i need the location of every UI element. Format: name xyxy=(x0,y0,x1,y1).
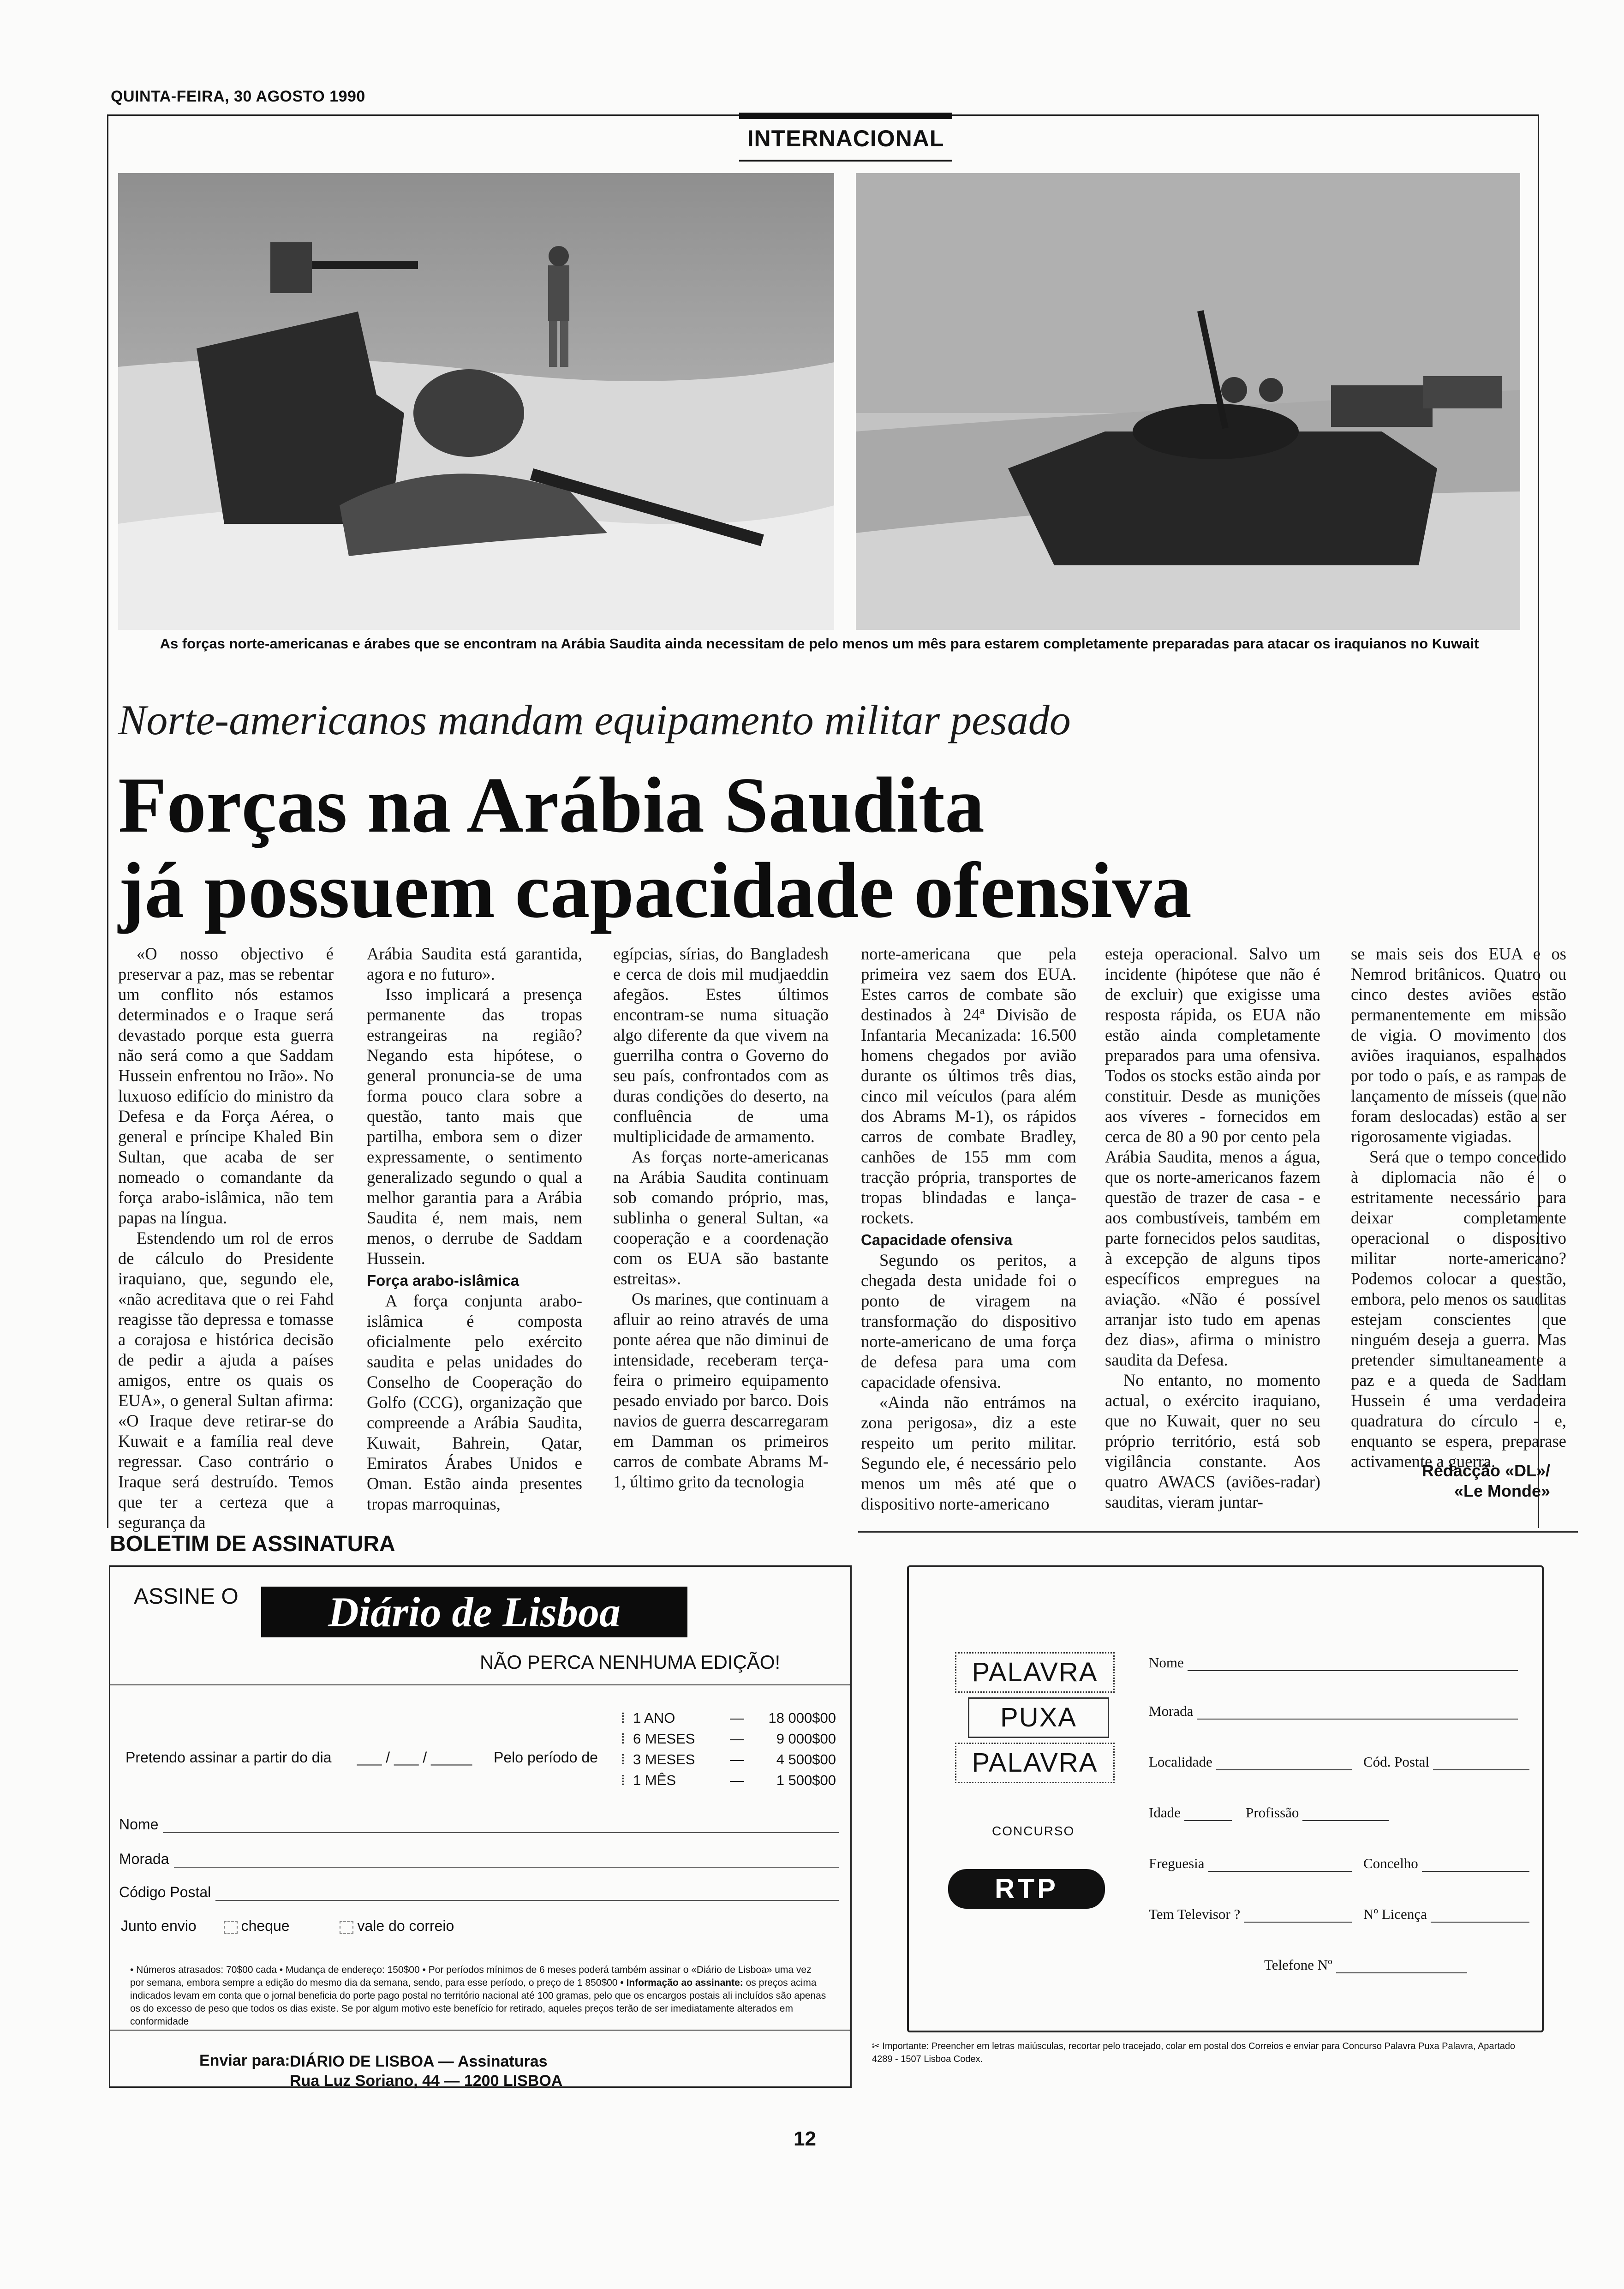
note-prices: • Números atrasados: 70$00 cada • Mudança de endereço: 150$00 • Por períodos mínimos de 6 meses poderá também assinar o «Diário de Lisboa» uma vez por semana, embora sempre a edição do mesmo dia da semana, sendo, para esse período, o preço de 1 850$00 xyxy=(130,1965,812,1988)
paragraph: Os marines, que continuam a afluir ao reino através de uma ponte aérea que não diminui de intensidade, receberam terça-feira o primeiro equipamento pesado enviado por barco. Dois navios de guerra descarregaram em Damman os primeiros carros de combate Abrams M-1, último grito da tecnologia xyxy=(613,1289,829,1491)
cheque-checkbox[interactable] xyxy=(224,1921,238,1934)
codigo-postal-field[interactable] xyxy=(119,1884,839,1901)
paragraph: A força conjunta arabo-islâmica é composta oficialmente pelo exército saudita e pelas unidades do Conselho de Cooperação do Golfo (CCG), organização que compreende a Arábia Saudita, Kuwait, Bahrein, Qatar, Emiratos Árabes Unidos e Oman. Estão ainda presentes tropas marroquinas, xyxy=(367,1291,582,1513)
scissors-icon: ✂ xyxy=(872,2041,883,2051)
period-label: Pelo período de xyxy=(494,1749,598,1766)
period-option[interactable]: ⁞ 3 MESES — 4 500$00 xyxy=(621,1751,836,1768)
article-headline-line1: Forças na Arábia Saudita xyxy=(118,761,985,849)
article-column-4 xyxy=(861,944,1076,1514)
paragraph: Arábia Saudita está garantida, agora e no futuro». xyxy=(367,944,582,983)
cheque-option[interactable]: cheque xyxy=(224,1917,313,1934)
rtp-logo: RTP xyxy=(948,1869,1105,1909)
address-line1: DIÁRIO DE LISBOA — Assinaturas xyxy=(290,2053,548,2070)
contest-freguesia-field[interactable]: Freguesia xyxy=(1149,1855,1361,1872)
byline xyxy=(1329,1461,1550,1501)
period-option[interactable]: ⁞ 1 ANO — 18 000$00 xyxy=(621,1710,836,1726)
paragraph: egípcias, sírias, do Bangladesh e cerca de dois mil mudjaeddin afegãos. Estes últimos encontram-se numa situação algo diferente da que vivem na guerrilha contra o Governo do seu país, confrontados com as duras condições do deserto, na confluência de uma multiplicidade de armamento. xyxy=(613,944,829,1146)
article-column-5 xyxy=(1105,944,1320,1512)
article-headline-line2: já possuem capacidade ofensiva xyxy=(118,847,1192,935)
morada-field[interactable] xyxy=(119,1851,839,1868)
assine-label: ASSINE O xyxy=(134,1584,239,1609)
photo-caption: As forças norte-americanas e árabes que se encontram na Arábia Saudita ainda necessitam de pelo menos um mês para estarem completamente preparadas para atacar os iraquianos no Kuwait xyxy=(160,635,1479,652)
morada-input-line[interactable] xyxy=(174,1855,839,1868)
paragraph: Segundo os peritos, a chegada desta unidade foi o ponto de viragem na transformação do dispositivo norte-americano de uma força de defesa para uma com capacidade ofensiva. xyxy=(861,1251,1076,1391)
paragraph: As forças norte-americanas na Arábia Saudita continuam sob comando próprio, mas, sublinha o general Sultan, «a cooperação e a coordenação com os EUA são bastante estreitas». xyxy=(613,1147,829,1288)
logo-text: Diário de Lisboa xyxy=(328,1588,621,1636)
ppp-word-1: PALAVRA xyxy=(955,1652,1115,1693)
byline-line1: Redacção «DL»/ xyxy=(1421,1461,1550,1480)
nome-field[interactable] xyxy=(119,1816,839,1833)
paragraph: se mais seis dos EUA e os Nemrod britânicos. Quatro ou cinco destes aviões estão permanentemente em missão de vigia. O movimento dos aviões iraquianos, espalhados por todo o país, e as rampas de lançamento de mísseis (que não foram deslocadas) estão a ser rigorosamente vigiadas. xyxy=(1351,944,1566,1146)
divider xyxy=(109,1684,850,1685)
palavra-puxa-palavra-logo xyxy=(955,1652,1130,1788)
contest-codpostal-field[interactable]: Cód. Postal xyxy=(1363,1754,1539,1770)
contest-nome-field[interactable]: Nome xyxy=(1149,1654,1527,1671)
divider xyxy=(109,2030,850,2031)
contest-concelho-field[interactable]: Concelho xyxy=(1363,1855,1539,1872)
send-to-label: Enviar para: xyxy=(199,2052,290,2069)
period-option[interactable]: ⁞ 6 MESES — 9 000$00 xyxy=(621,1731,836,1747)
contest-morada-field[interactable]: Morada xyxy=(1149,1703,1527,1720)
note-info-label: • Informação ao assinante: xyxy=(620,1977,743,1988)
address-line2: Rua Luz Soriano, 44 — 1200 LISBOA xyxy=(290,2072,563,2090)
start-date-label: Pretendo assinar a partir do dia xyxy=(125,1749,332,1766)
contest-profissao-field[interactable]: Profissão xyxy=(1246,1804,1398,1821)
paragraph: Isso implicará a presença permanente das tropas estrangeiras na região? Negando esta hipótese, o general pronuncia-se de uma forma pouco clara sobre a questão, tanto mais que partilha, embora sem o dizer expressamente, o sentimento generalizado segundo o qual a melhor garantia para a Arábia Saudita é, nem mais, nem menos, o derrube de Saddam Hussein. xyxy=(367,985,582,1268)
period-options xyxy=(621,1708,842,1791)
contest-instructions: ✂ Importante: Preencher em letras maiúsculas, recortar pelo tracejado, colar em postal dos Correios e enviar para Concurso Palavra Puxa Palavra, Apartado 4289 - 1507 Lisboa Codex. xyxy=(872,2041,1516,2064)
subheading: Capacidade ofensiva xyxy=(861,1231,1013,1248)
article-column-1 xyxy=(118,944,334,1533)
article-column-3 xyxy=(613,944,829,1492)
paragraph: «Ainda não entrámos na zona perigosa», diz a este respeito um perito militar. Segundo ele, é necessário pelo menos um mês até que o dispositivo norte-americano xyxy=(861,1393,1076,1513)
paragraph: norte-americana que pela primeira vez saem dos EUA. Estes carros de combate são destinados à 24ª Divisão de Infantaria Mecanizada: 16.500 homens chegados por avião durante os últimos três dias, cinco mil veículos (para além dos Abrams M-1), os rápidos carros de combate Bradley, canhões de 155 mm com tracção própria, transportes de tropas blindadas e lança-rockets. xyxy=(861,944,1076,1227)
paragraph: «O nosso objectivo é preservar a paz, mas se rebentar um conflito nós estamos determinados e o Iraque será devastado porque esta guerra não será como a que Saddam Hussein enfrentou no Irão». No luxuoso edifício do ministro da Defesa e da Força Aérea, o general e príncipe Khaled Bin Sultan, que acaba de ser nomeado o comandante da força arabo-islâmica, não tem papas na língua. xyxy=(118,944,334,1227)
article-column-2 xyxy=(367,944,582,1514)
subheading: Força arabo-islâmica xyxy=(367,1272,519,1289)
ppp-word-2: PUXA xyxy=(968,1697,1109,1738)
paragraph: No entanto, no momento actual, o exército iraquiano, que no Kuwait, quer no seu próprio território, está sob vigilância constante. Aos quatro AWACS (aviões-radar) sauditas, vieram juntar- xyxy=(1105,1371,1320,1511)
section-label: INTERNACIONAL xyxy=(747,126,944,151)
morada-label: Morada xyxy=(119,1851,169,1867)
divider xyxy=(858,1531,1578,1533)
period-option[interactable]: ⁞ 1 MÊS — 1 500$00 xyxy=(621,1772,836,1788)
article-kicker: Norte-americanos mandam equipamento militar pesado xyxy=(118,696,1071,743)
vale-checkbox[interactable] xyxy=(340,1921,353,1934)
paragraph: Estendendo um rol de erros de cálculo do Presidente iraquiano, que, segundo ele, «não acreditava que o rei Fahd reagisse tão depressa e tomasse a corajosa e histórica decisão de pedir a ajuda a países amigos, entre os quais os EUA», o general Sultan afirma: «O Iraque deve retirar-se do Kuwait e a família real deve regressar. Caso contrário o Iraque será destruído. Temos que ter a certeza que a segurança da xyxy=(118,1228,334,1532)
page-number: 12 xyxy=(794,2127,816,2150)
subscription-title: BOLETIM DE ASSINATURA xyxy=(110,1532,395,1556)
section-tab xyxy=(739,113,952,162)
contest-idade-field[interactable]: Idade xyxy=(1149,1804,1241,1821)
codigo-postal-input-line[interactable] xyxy=(215,1888,839,1901)
nome-label: Nome xyxy=(119,1816,159,1833)
note-info: os preços acima indicados levam em conta que o jornal beneficia do porte pago postal no território nacional até 100 gramas, pelo que os encargos postais ali incluídos são apenas os do excesso de peso que todos os dias existe. Se por algum motivo este benefício for retirado, aqueles preços terão de ser imediatamente alterados em conformidade xyxy=(130,1977,826,2027)
byline-line2: «Le Monde» xyxy=(1454,1481,1550,1500)
diario-de-lisboa-logo xyxy=(261,1587,687,1637)
paragraph: Será que o tempo concedido à diplomacia não é o estritamente necessário para deixar completamente operacional o dispositivo militar norte-americano? Podemos colocar a questão, embora, pelo menos os sauditas estejam conscientes que ninguém deseja a guerra. Mas pretender simultaneamente a paz e a queda de Saddam Hussein é uma verdadeira quadratura do círculo - e, enquanto se espera, preparase activamente a guerra. xyxy=(1351,1147,1566,1471)
photo-tanks xyxy=(856,173,1520,630)
vale-option[interactable]: vale do correio xyxy=(340,1917,477,1934)
junto-label: Junto envio xyxy=(121,1917,197,1934)
concurso-label: CONCURSO xyxy=(992,1824,1075,1838)
contest-televisor-field[interactable]: Tem Televisor ? xyxy=(1149,1906,1361,1923)
send-to-address xyxy=(290,2052,562,2091)
tagline: NÃO PERCA NENHUMA EDIÇÃO! xyxy=(480,1651,781,1673)
payment-options xyxy=(121,1917,500,1935)
contest-licenca-field[interactable]: Nº Licença xyxy=(1363,1906,1539,1923)
ppp-word-3: PALAVRA xyxy=(955,1743,1115,1783)
contest-localidade-field[interactable]: Localidade xyxy=(1149,1754,1361,1770)
article-column-6 xyxy=(1351,944,1566,1472)
contest-telefone-field[interactable]: Telefone Nº xyxy=(1264,1957,1476,1973)
photo-soldiers-desert xyxy=(118,173,834,630)
nome-input-line[interactable] xyxy=(163,1820,839,1833)
dateline: QUINTA-FEIRA, 30 AGOSTO 1990 xyxy=(111,88,365,105)
paragraph: esteja operacional. Salvo um incidente (hipótese que não é de excluir) que exigisse uma resposta rápida, os EUA não estão ainda completamente preparados para uma ofensiva. Todos os stocks estão ainda por constituir. Desde as munições aos víveres - fornecidos em cerca de 80 a 90 por cento pela Arábia Saudita, menos a água, que os norte-americanos fazem questão de trazer de casa - e aos combustíveis, também em parte fornecidos pelos sauditas, à excepção de alguns tipos específicos empregues na aviação. «Não é possível arranjar isto tudo em apenas dez dias», afirma o ministro saudita da Defesa. xyxy=(1105,944,1320,1369)
subscription-notes xyxy=(130,1964,827,2028)
codigo-postal-label: Código Postal xyxy=(119,1884,211,1900)
start-date-field[interactable]: ___ / ___ / _____ xyxy=(357,1749,472,1766)
